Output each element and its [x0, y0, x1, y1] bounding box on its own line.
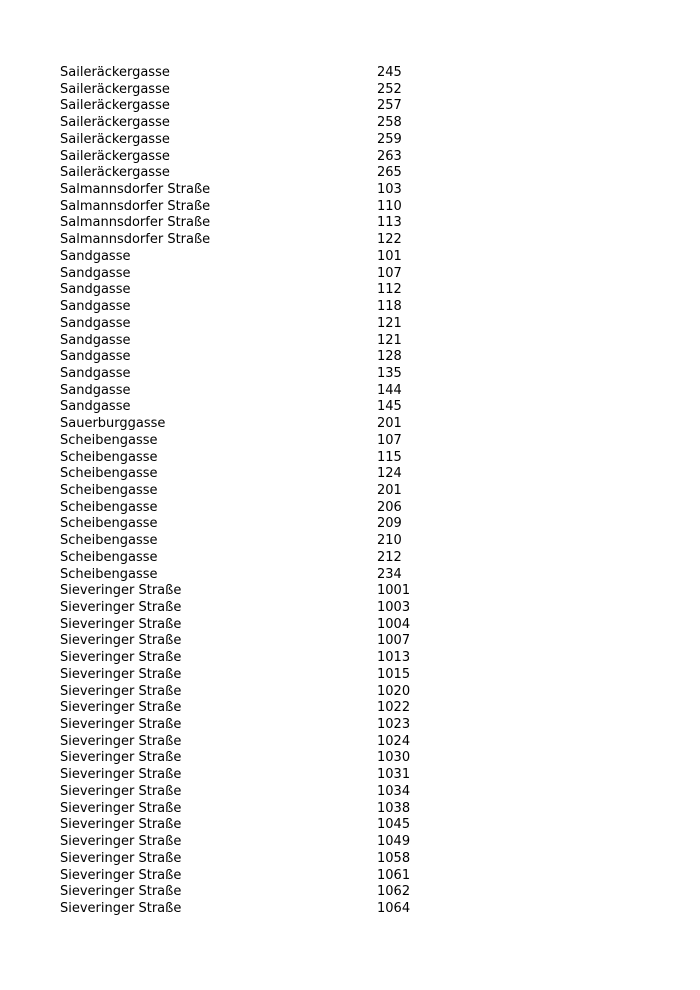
number-cell: 1013	[377, 650, 411, 666]
table-row	[60, 750, 460, 767]
street-name-cell: Sieveringer Straße	[60, 633, 182, 649]
number-cell: 201	[377, 416, 402, 432]
table-row	[60, 450, 460, 467]
table-row	[60, 466, 460, 483]
street-name-cell: Sandgasse	[60, 382, 131, 398]
street-name-cell: Sandgasse	[60, 265, 131, 281]
table-row	[60, 115, 460, 132]
number-cell: 209	[377, 516, 402, 532]
number-cell: 1061	[377, 867, 411, 883]
street-name-cell: Sieveringer Straße	[60, 750, 182, 766]
table-row	[60, 633, 460, 650]
number-cell: 1003	[377, 600, 411, 615]
number-cell: 112	[377, 282, 402, 298]
street-name-cell: Sieveringer Straße	[60, 616, 182, 632]
street-name-cell: Saileräckergasse	[60, 65, 170, 80]
number-cell: 1058	[377, 850, 411, 866]
number-cell: 135	[377, 365, 402, 381]
table-row	[60, 82, 460, 99]
table-row	[60, 282, 460, 299]
number-cell: 1007	[377, 633, 411, 649]
street-name-cell: Sieveringer Straße	[60, 683, 182, 699]
number-cell: 121	[377, 315, 402, 331]
number-cell: 115	[377, 449, 402, 465]
street-name-cell: Sieveringer Straße	[60, 767, 182, 783]
number-cell: 144	[377, 382, 402, 398]
number-cell: 1024	[377, 733, 411, 749]
street-number-table	[60, 65, 460, 918]
table-row	[60, 767, 460, 784]
street-name-cell: Sieveringer Straße	[60, 600, 182, 615]
street-name-cell: Sandgasse	[60, 399, 131, 415]
number-cell: 1038	[377, 800, 411, 816]
number-cell: 121	[377, 332, 402, 348]
table-row	[60, 650, 460, 667]
table-row	[60, 700, 460, 717]
street-name-cell: Sieveringer Straße	[60, 900, 182, 916]
number-cell: 107	[377, 265, 402, 281]
table-row	[60, 266, 460, 283]
table-row	[60, 316, 460, 333]
street-name-cell: Sieveringer Straße	[60, 867, 182, 883]
street-name-cell: Sieveringer Straße	[60, 650, 182, 666]
street-name-cell: Salmannsdorfer Straße	[60, 215, 211, 231]
number-cell: 259	[377, 131, 402, 147]
table-row	[60, 717, 460, 734]
table-row	[60, 299, 460, 316]
table-row	[60, 383, 460, 400]
table-row	[60, 516, 460, 533]
table-row	[60, 784, 460, 801]
number-cell: 118	[377, 299, 402, 315]
table-row	[60, 98, 460, 115]
street-name-cell: Salmannsdorfer Straße	[60, 182, 211, 198]
table-row	[60, 132, 460, 149]
number-cell: 110	[377, 198, 402, 214]
street-name-cell: Sandgasse	[60, 282, 131, 298]
table-row	[60, 416, 460, 433]
number-cell: 257	[377, 98, 402, 114]
street-name-cell: Saileräckergasse	[60, 115, 170, 131]
street-name-cell: Sieveringer Straße	[60, 884, 182, 900]
street-name-cell: Sieveringer Straße	[60, 733, 182, 749]
table-row	[60, 165, 460, 182]
number-cell: 1020	[377, 683, 411, 699]
table-row	[60, 734, 460, 751]
table-row	[60, 500, 460, 517]
street-name-cell: Scheibengasse	[60, 466, 158, 482]
number-cell: 128	[377, 349, 402, 365]
table-row	[60, 249, 460, 266]
table-row	[60, 834, 460, 851]
street-name-cell: Sandgasse	[60, 299, 131, 315]
street-name-cell: Scheibengasse	[60, 533, 158, 549]
number-cell: 1015	[377, 666, 411, 682]
table-row	[60, 851, 460, 868]
number-cell: 245	[377, 65, 402, 80]
number-cell: 263	[377, 148, 402, 164]
street-name-cell: Sieveringer Straße	[60, 834, 182, 850]
number-cell: 1001	[377, 583, 411, 599]
street-name-cell: Salmannsdorfer Straße	[60, 232, 211, 248]
number-cell: 1031	[377, 767, 411, 783]
table-row	[60, 583, 460, 600]
street-name-cell: Scheibengasse	[60, 549, 158, 565]
number-cell: 265	[377, 165, 402, 181]
table-row	[60, 433, 460, 450]
number-cell: 1023	[377, 717, 411, 733]
table-row	[60, 349, 460, 366]
table-row	[60, 533, 460, 550]
table-row	[60, 817, 460, 834]
street-name-cell: Sieveringer Straße	[60, 850, 182, 866]
street-name-cell: Sandgasse	[60, 349, 131, 365]
number-cell: 1062	[377, 884, 411, 900]
street-name-cell: Sieveringer Straße	[60, 783, 182, 799]
street-name-cell: Scheibengasse	[60, 432, 158, 448]
table-row	[60, 550, 460, 567]
table-row	[60, 399, 460, 416]
number-cell: 206	[377, 499, 402, 515]
street-name-cell: Saileräckergasse	[60, 165, 170, 181]
table-row	[60, 868, 460, 885]
number-cell: 101	[377, 248, 402, 264]
table-row	[60, 884, 460, 901]
number-cell: 1030	[377, 750, 411, 766]
table-row	[60, 667, 460, 684]
number-cell: 1045	[377, 817, 411, 833]
table-row	[60, 567, 460, 584]
street-name-cell: Sieveringer Straße	[60, 717, 182, 733]
table-row	[60, 901, 460, 918]
number-cell: 234	[377, 566, 402, 582]
table-row	[60, 600, 460, 617]
street-name-cell: Sieveringer Straße	[60, 800, 182, 816]
street-name-cell: Sandgasse	[60, 365, 131, 381]
table-row	[60, 149, 460, 166]
street-name-cell: Sandgasse	[60, 248, 131, 264]
number-cell: 212	[377, 549, 402, 565]
street-name-cell: Scheibengasse	[60, 482, 158, 498]
street-name-cell: Salmannsdorfer Straße	[60, 198, 211, 214]
street-name-cell: Sieveringer Straße	[60, 583, 182, 599]
street-name-cell: Saileräckergasse	[60, 81, 170, 97]
number-cell: 201	[377, 482, 402, 498]
table-row	[60, 232, 460, 249]
street-name-cell: Scheibengasse	[60, 449, 158, 465]
number-cell: 107	[377, 432, 402, 448]
number-cell: 103	[377, 182, 402, 198]
street-name-cell: Scheibengasse	[60, 499, 158, 515]
street-name-cell: Sandgasse	[60, 315, 131, 331]
street-name-cell: Saileräckergasse	[60, 148, 170, 164]
table-row	[60, 199, 460, 216]
number-cell: 210	[377, 533, 402, 549]
street-name-cell: Sieveringer Straße	[60, 817, 182, 833]
table-row	[60, 215, 460, 232]
table-row	[60, 182, 460, 199]
number-cell: 258	[377, 115, 402, 131]
street-name-cell: Sauerburggasse	[60, 416, 166, 432]
number-cell: 1004	[377, 616, 411, 632]
number-cell: 1064	[377, 900, 411, 916]
number-cell: 1022	[377, 700, 411, 716]
number-cell: 1034	[377, 783, 411, 799]
number-cell: 124	[377, 466, 402, 482]
table-row	[60, 684, 460, 701]
street-name-cell: Scheibengasse	[60, 566, 158, 582]
table-row	[60, 65, 460, 82]
street-name-cell: Saileräckergasse	[60, 131, 170, 147]
number-cell: 252	[377, 81, 402, 97]
number-cell: 113	[377, 215, 402, 231]
street-name-cell: Sandgasse	[60, 332, 131, 348]
street-name-cell: Scheibengasse	[60, 516, 158, 532]
number-cell: 1049	[377, 834, 411, 850]
table-row	[60, 801, 460, 818]
street-name-cell: Saileräckergasse	[60, 98, 170, 114]
street-name-cell: Sieveringer Straße	[60, 666, 182, 682]
table-row	[60, 366, 460, 383]
table-row	[60, 617, 460, 634]
table-row	[60, 333, 460, 350]
number-cell: 122	[377, 232, 402, 248]
street-name-cell: Sieveringer Straße	[60, 700, 182, 716]
number-cell: 145	[377, 399, 402, 415]
table-row	[60, 483, 460, 500]
